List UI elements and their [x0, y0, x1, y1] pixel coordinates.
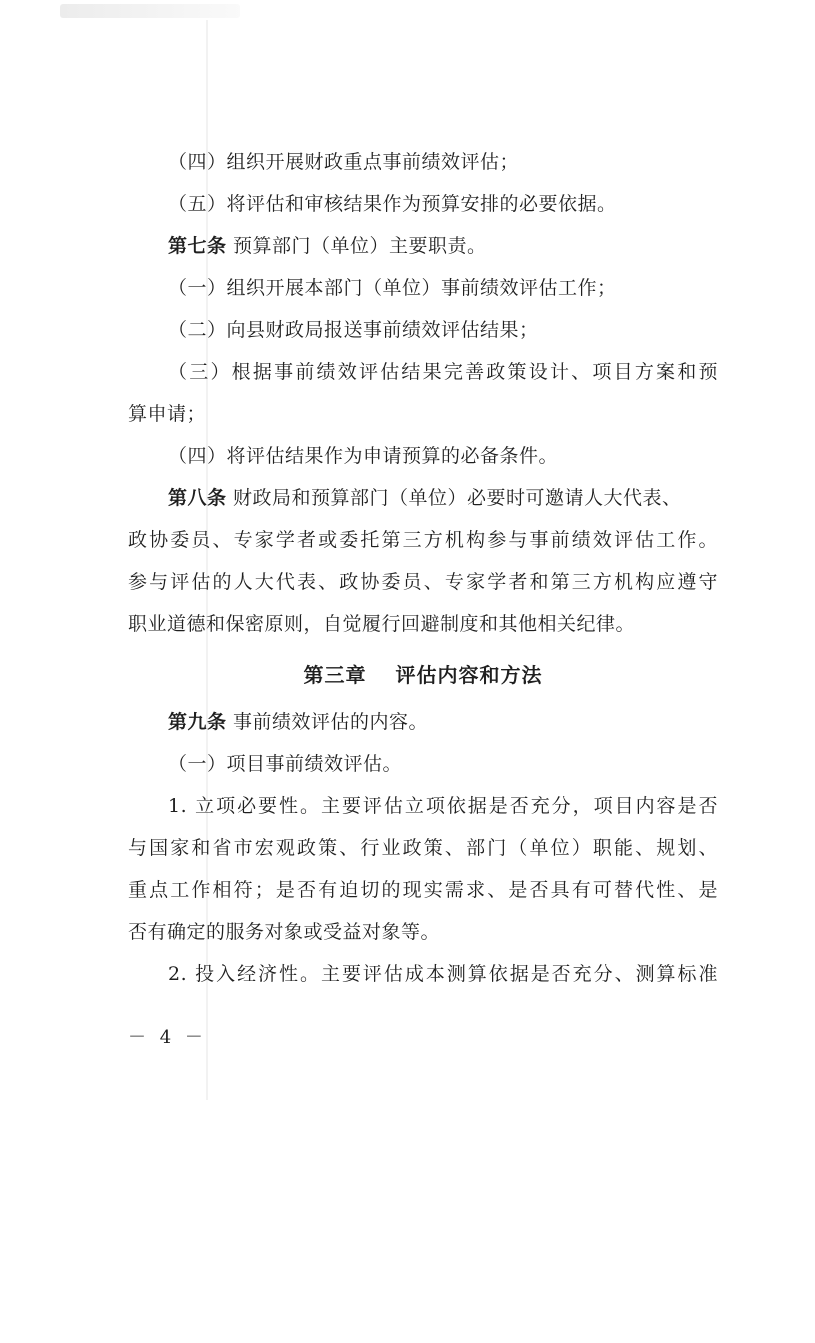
text-line: （二）向县财政局报送事前绩效评估结果；: [168, 319, 539, 341]
page-number: － 4 －: [128, 1027, 207, 1048]
text-line: 1. 立项必要性。主要评估立项依据是否充分，项目内容是否: [168, 795, 718, 817]
text-line: （五）将评估和审核结果作为预算安排的必要依据。: [168, 193, 617, 215]
scan-artifact: [60, 4, 240, 18]
text-line: 职业道德和保密原则，自觉履行回避制度和其他相关纪律。: [128, 613, 636, 635]
article-text: 财政局和预算部门（单位）必要时可邀请人大代表、: [226, 487, 682, 509]
text-line: 与国家和省市宏观政策、行业政策、部门（单位）职能、规划、: [128, 837, 718, 859]
article-label: 第七条: [168, 235, 227, 257]
article-heading: [168, 710, 428, 734]
article-label: 第八条: [168, 487, 227, 509]
article-text: 事前绩效评估的内容。: [226, 711, 429, 733]
article-label: 第九条: [168, 711, 227, 733]
text-line: 参与评估的人大代表、政协委员、专家学者和第三方机构应遵守: [128, 571, 718, 593]
text-line: 政协委员、专家学者或委托第三方机构参与事前绩效评估工作。: [128, 529, 718, 551]
text-line: 重点工作相符；是否有迫切的现实需求、是否具有可替代性、是: [128, 879, 718, 901]
article-heading: [168, 486, 682, 510]
article-text: 预算部门（单位）主要职责。: [226, 235, 487, 257]
text-line: 算申请；: [128, 403, 207, 425]
text-line: 否有确定的服务对象或受益对象等。: [128, 921, 441, 943]
text-line: （四）组织开展财政重点事前绩效评估；: [168, 151, 520, 173]
text-line: （一）组织开展本部门（单位）事前绩效评估工作；: [168, 277, 617, 299]
text-line: （三）根据事前绩效评估结果完善政策设计、项目方案和预: [168, 361, 718, 383]
article-heading: [168, 234, 487, 258]
text-line: （一）项目事前绩效评估。: [168, 753, 403, 775]
chapter-heading: 第三章 评估内容和方法: [303, 663, 543, 687]
text-line: （四）将评估结果作为申请预算的必备条件。: [168, 445, 559, 467]
text-line: 2. 投入经济性。主要评估成本测算依据是否充分、测算标准: [168, 963, 718, 985]
